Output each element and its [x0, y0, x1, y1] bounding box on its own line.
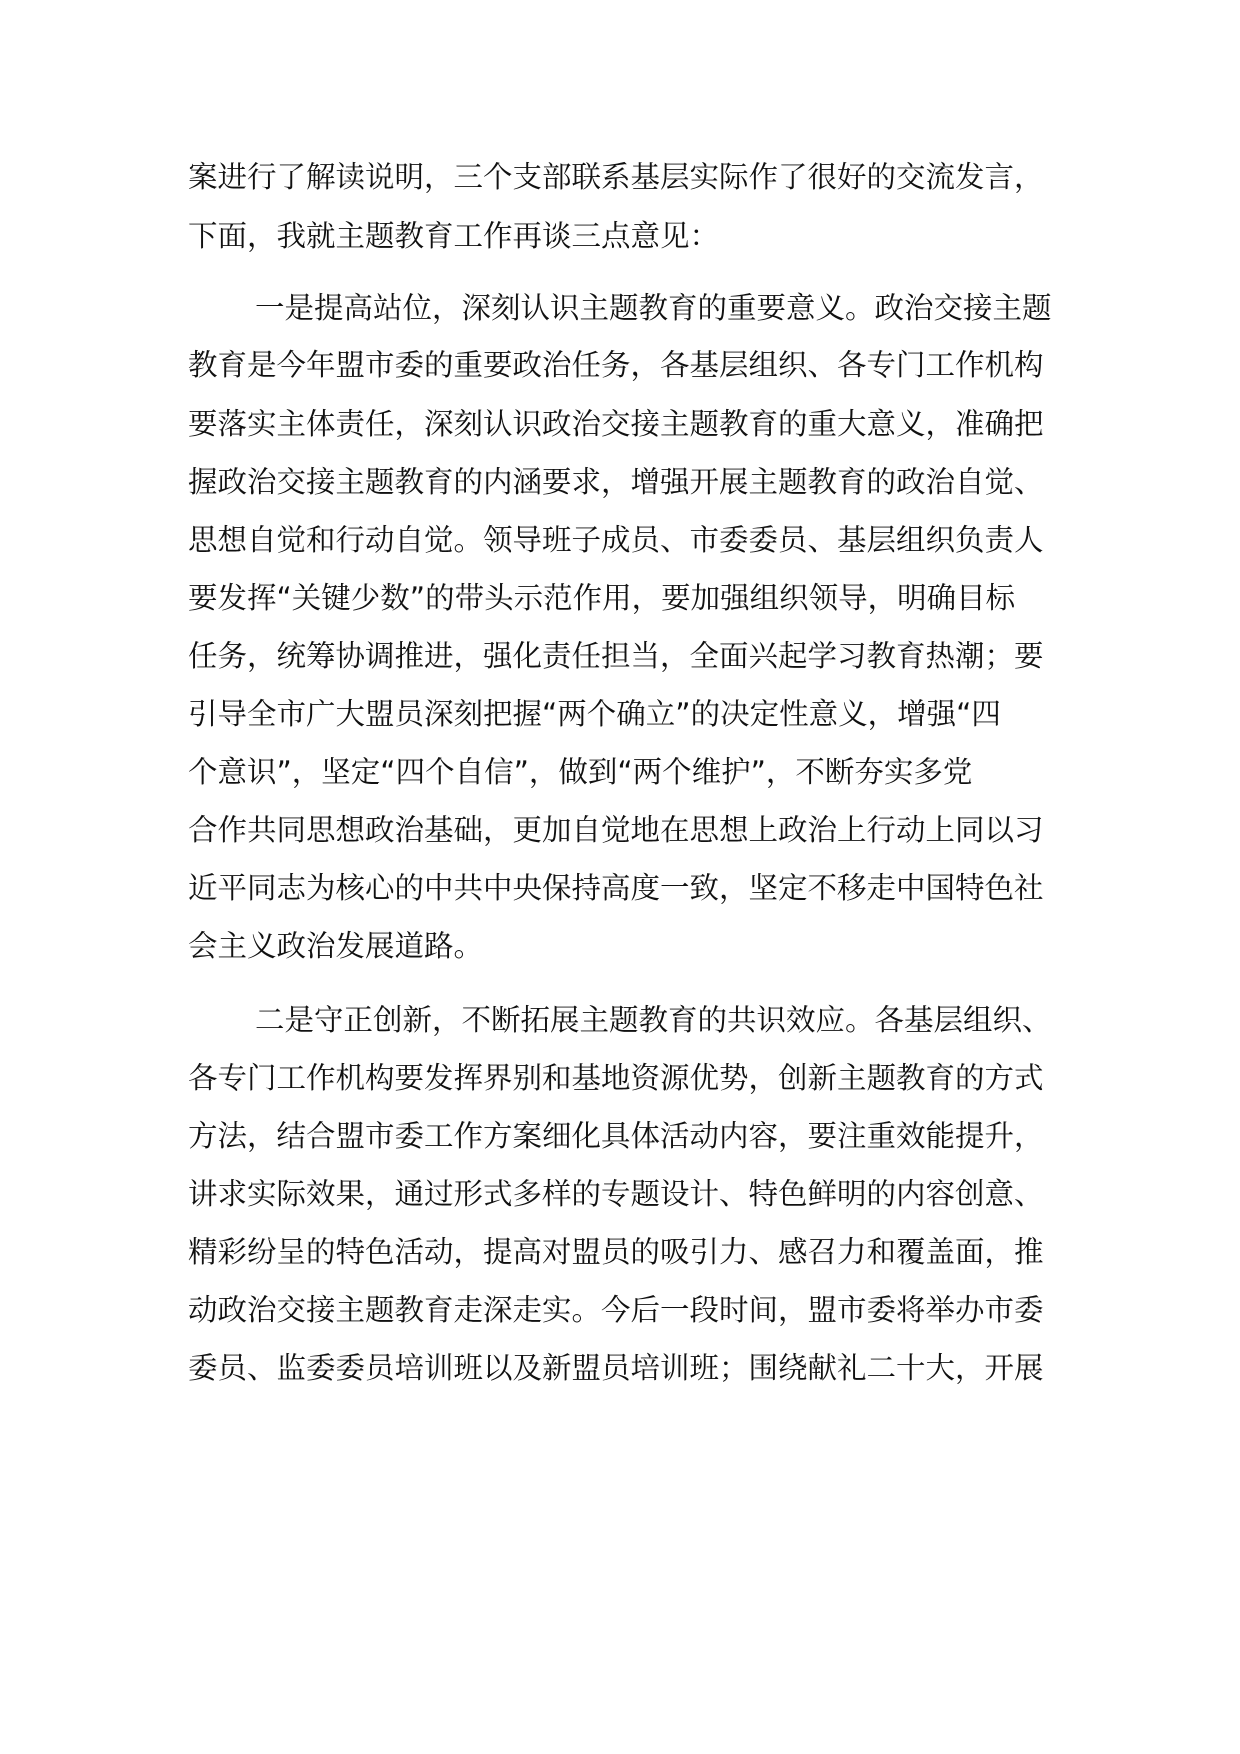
text-line: 下面，我就主题教育工作再谈三点意见： [188, 219, 720, 253]
text-line: 思想自觉和行动自觉。领导班子成员、市委委员、基层组织负责人 [188, 523, 1044, 557]
text-line: 近平同志为核心的中共中央保持高度一致，坚定不移走中国特色社 [188, 871, 1044, 905]
text-line: 会主义政治发展道路。 [188, 929, 484, 963]
text-line: 引导全市广大盟员深刻把握“两个确立”的决定性意义，增强“四 [188, 697, 1001, 731]
text-line: 讲求实际效果，通过形式多样的专题设计、特色鲜明的内容创意、 [188, 1177, 1044, 1211]
text-line: 方法，结合盟市委工作方案细化具体活动内容，要注重效能提升， [188, 1119, 1044, 1153]
paragraph-start-line: 二是守正创新，不断拓展主题教育的共识效应。各基层组织、 [255, 1003, 1052, 1037]
text-line: 动政治交接主题教育走深走实。今后一段时间，盟市委将举办市委 [188, 1293, 1044, 1327]
text-line: 握政治交接主题教育的内涵要求，增强开展主题教育的政治自觉、 [188, 465, 1044, 499]
text-line: 任务，统筹协调推进，强化责任担当，全面兴起学习教育热潮；要 [188, 639, 1044, 673]
text-line: 要发挥“关键少数”的带头示范作用，要加强组织领导，明确目标 [188, 581, 1016, 615]
text-line: 要落实主体责任，深刻认识政治交接主题教育的重大意义，准确把 [188, 407, 1044, 441]
text-line: 委员、监委委员培训班以及新盟员培训班；围绕献礼二十大，开展 [188, 1351, 1044, 1385]
text-line: 各专门工作机构要发挥界别和基地资源优势，创新主题教育的方式 [188, 1061, 1044, 1095]
paragraph-start-line: 一是提高站位，深刻认识主题教育的重要意义。政治交接主题 [255, 291, 1052, 325]
text-line: 教育是今年盟市委的重要政治任务，各基层组织、各专门工作机构 [188, 348, 1044, 382]
text-line: 精彩纷呈的特色活动，提高对盟员的吸引力、感召力和覆盖面，推 [188, 1235, 1044, 1269]
text-line: 个意识”，坚定“四个自信”，做到“两个维护”，不断夯实多党 [188, 755, 973, 789]
text-line: 合作共同思想政治基础，更加自觉地在思想上政治上行动上同以习 [188, 813, 1044, 847]
text-line: 案进行了解读说明，三个支部联系基层实际作了很好的交流发言， [188, 160, 1044, 194]
